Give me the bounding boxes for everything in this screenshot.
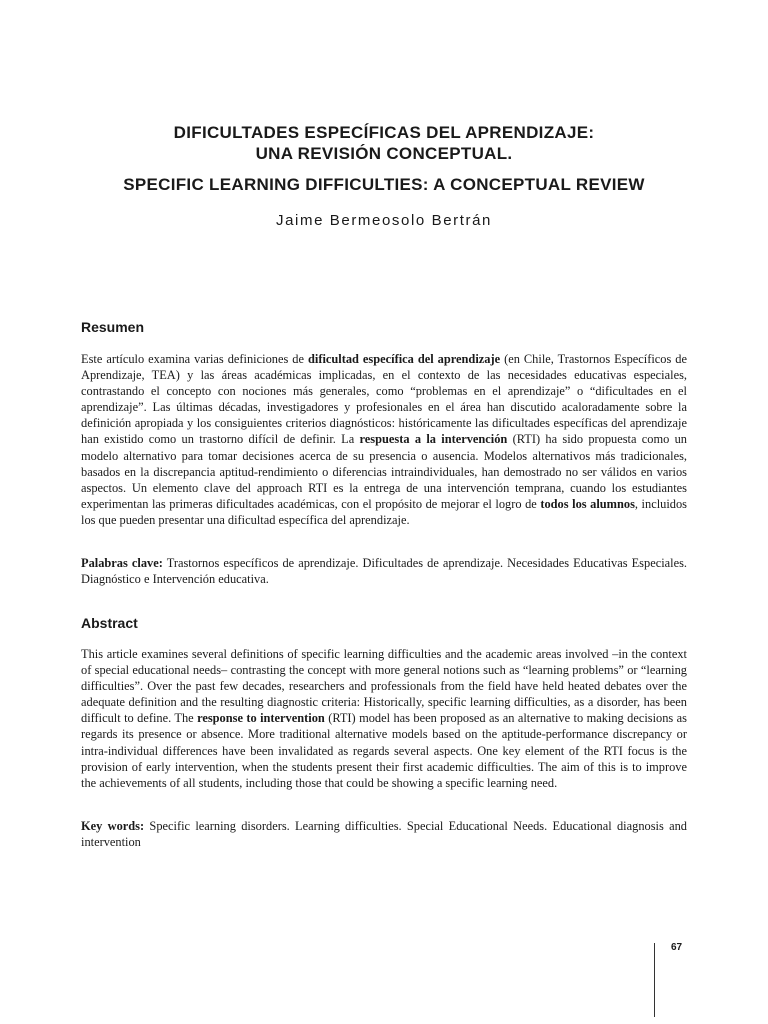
- page-number: 67: [671, 942, 683, 953]
- resumen-paragraph: [81, 351, 687, 528]
- resumen-text-4: , incluidos los que pueden presentar una dificultad específica del aprendizaje.: [81, 496, 687, 527]
- resumen-bold-1: dificultad específica del aprendizaje: [307, 352, 501, 366]
- palabras-clave: [81, 555, 687, 587]
- key-words-label: Key words:: [81, 819, 145, 833]
- palabras-clave-text: Trastornos específicos de aprendizaje. Dificultades de aprendizaje. Necesidades Educativas Especiales. Diagnóstico e Intervención educativa.: [81, 556, 688, 587]
- resumen-heading: Resumen: [81, 319, 145, 335]
- resumen-text-3: (RTI) ha sido propuesta como un modelo alternativo para tomar decisiones acerca de su presencia o ausencia. Modelos alternativos más tradicionales, basados en la discrepancia aptitud-rendimiento o diferencias intraindividuales, han demostrado no ser válidos en varios aspectos. Un elemento clave del approach RTI es la entrega de una intervención temprana, cuando los estudiantes experimentan las primeras dificultades académicas, con el propósito de mejorar el logro de: [81, 432, 687, 511]
- title-spanish-line-1: DIFICULTADES ESPECÍFICAS DEL APRENDIZAJE:: [173, 123, 595, 142]
- author-name: Jaime Bermeosolo Bertrán: [276, 212, 492, 229]
- resumen-bold-2: respuesta a la intervención: [359, 432, 508, 447]
- abstract-text-1: This article examines several definitions of specific learning difficulties and the academic areas involved –in the context of special educational needs– contrasting the concept with more general notions such as “learning problems” or “learning difficulties”. Over the past few decades, researchers and professionals from the field have held heated debates over the adequate definition and the resulting diagnostic criteria: Historically, specific learning difficulties, as a disorder, has been difficult to define. The: [81, 647, 687, 726]
- abstract-paragraph: [81, 646, 687, 791]
- resumen-text-1: Este artículo examina varias definiciones de: [81, 352, 308, 366]
- title-block: [40, 122, 728, 244]
- palabras-clave-label: Palabras clave:: [81, 556, 163, 570]
- abstract-heading: Abstract: [81, 615, 138, 631]
- page-number-rule: [654, 943, 655, 1017]
- key-words-text: Specific learning disorders. Learning difficulties. Special Educational Needs. Educational diagnosis and intervention: [81, 819, 687, 850]
- key-words: [81, 818, 687, 850]
- title-spanish-line-2: UNA REVISIÓN CONCEPTUAL.: [255, 144, 513, 163]
- resumen-text-2: (en Chile, Trastornos Específicos de Aprendizaje, TEA) y las áreas académicas implicadas, en el contexto de las necesidades educativas especiales, contrastando el concepto con nociones más generales, como “problemas en el aprendizaje” o “dificultades en el aprendizaje”. Las últimas décadas, investigadores y profesionales en el área han discutido acaloradamente sobre la definición apropiada y los consiguientes criterios diagnósticos: históricamente las dificultades específicas del aprendizaje han existido como un trastorno difícil de definir. La: [81, 352, 687, 447]
- abstract-text-2: (RTI) model has been proposed as an alternative to making decisions as regards its presence or absence. More traditional alternative models based on the aptitude-performance discrepancy or intra-individual differences have been invalidated as regards several aspects. One key element of the RTI focus is the provision of early intervention, when the students present their first academic difficulties. The aim of this is to improve the achievements of all students, including those that could be showing a specific learning need.: [81, 711, 687, 790]
- resumen-bold-3: todos los alumnos: [540, 496, 635, 511]
- abstract-bold-1: response to intervention: [197, 711, 325, 726]
- title-english: SPECIFIC LEARNING DIFFICULTIES: A CONCEPTUAL REVIEW: [123, 175, 645, 194]
